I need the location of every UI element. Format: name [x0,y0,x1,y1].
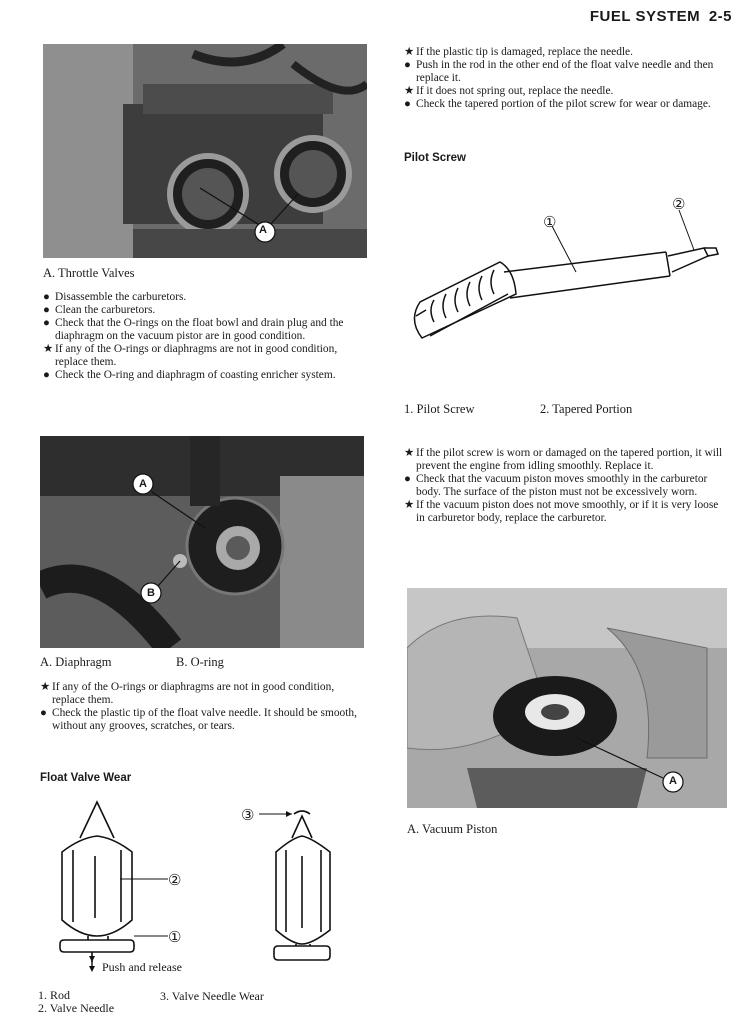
list-item: ● Push in the rod in the other end of the float valve needle and then replace it. [404,59,714,84]
float-valve-heading: Float Valve Wear [40,772,132,784]
list-item: ● Check the tapered portion of the pilot screw for wear or damage. [404,98,711,110]
throttle-valves-caption: A. Throttle Valves [43,266,135,280]
list-item: ● Disassemble the carburetors. [43,291,187,303]
instructions-list-2 [40,681,366,733]
diaphragm-caption-b: B. O-ring [176,655,224,669]
list-item: ● Clean the carburetors. [43,304,156,316]
legend-tapered-portion: 2. Tapered Portion [540,402,633,416]
callout-a-piston: A [669,775,677,787]
float-valve-diagram [40,790,370,985]
instructions-list-1 [43,291,369,382]
float-legend [38,989,114,1015]
legend-pilot-screw: 1. Pilot Screw [404,402,475,416]
vacuum-piston-caption: A. Vacuum Piston [407,822,498,836]
marker-2-valve-needle: ② [168,873,182,889]
callout-a-throttle: A [259,224,267,236]
section-title: FUEL SYSTEM [589,8,701,25]
list-item: ● Check that the O-rings on the float bowl and drain plug and the diaphragm on the vacuum pistor are in good condition. [43,317,344,342]
instructions-list-4 [404,447,726,525]
list-item: ★ If it does not spring out, replace the needle. [404,85,614,97]
legend-rod: 1. Rod [38,988,71,1002]
list-item: ★ If any of the O-rings or diaphragms are not in good condition, replace them. [43,343,338,368]
list-item: ★ If the plastic tip is damaged, replace the needle. [404,46,633,58]
list-item: ● Check the O-ring and diaphragm of coasting enricher system. [43,369,336,381]
diaphragm-photo [40,436,364,648]
page-number: 2-5 [708,8,732,25]
pilot-screw-diagram [404,190,726,370]
throttle-valves-photo [43,44,367,258]
diaphragm-caption-a: A. Diaphragm [40,655,112,669]
legend-needle-wear: 3. Valve Needle Wear [160,989,264,1003]
push-release-label: Push and release [102,960,182,974]
callout-a-diaphragm: A [139,478,147,490]
marker-1-rod: ① [168,930,182,946]
page-header [590,8,732,25]
list-item: ★ If the vacuum piston does not move smoothly, or if it is very loose in carburetor body, replace the carburetor. [404,499,719,524]
list-item: ● Check that the vacuum piston moves smoothly in the carburetor body. The surface of the piston must not be excessively worn. [404,473,708,498]
marker-2-tapered: ② [672,197,686,213]
marker-1-pilot-screw: ① [543,215,557,231]
callout-b-oring: B [147,587,155,599]
pilot-screw-heading: Pilot Screw [404,152,466,164]
marker-3-wear: ③ [241,808,255,824]
list-item: ● Check the plastic tip of the float valve needle. It should be smooth, without any grooves, scratches, or tears. [40,707,357,732]
list-item: ★ If the pilot screw is worn or damaged on the tapered portion, it will prevent the engine from idling smoothly. Replace it. [404,447,723,472]
instructions-list-3 [404,46,726,111]
vacuum-piston-photo [407,588,727,808]
list-item: ★ If any of the O-rings or diaphragms are not in good condition, replace them. [40,681,335,706]
legend-valve-needle: 2. Valve Needle [38,1001,115,1015]
